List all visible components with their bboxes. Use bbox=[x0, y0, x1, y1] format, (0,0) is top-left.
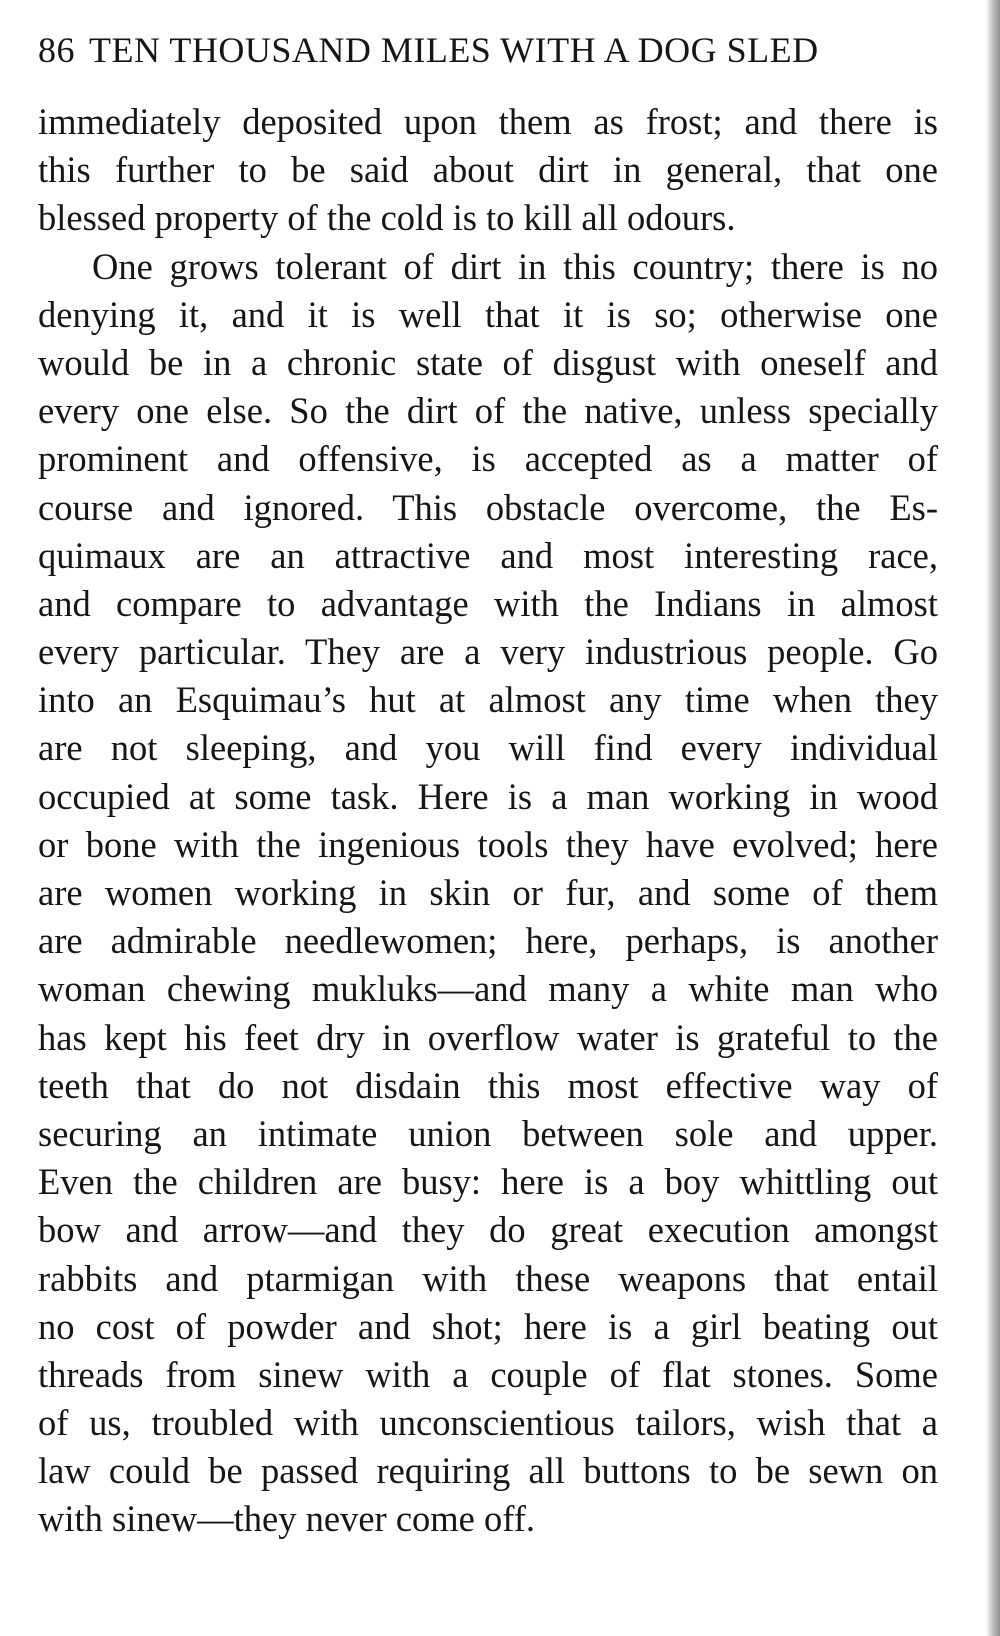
body-text bbox=[38, 98, 938, 1544]
text-line: would be in a chronic state of disgust with oneself and bbox=[38, 341, 938, 383]
text-line: quimaux are an attractive and most interesting race, bbox=[38, 534, 938, 576]
text-line: course and ignored. This obstacle overcome, the Es- bbox=[38, 486, 938, 528]
text-line: Even the children are busy: here is a boy whittling out bbox=[38, 1161, 938, 1203]
text-line: securing an intimate union between sole and upper. bbox=[38, 1112, 938, 1154]
text-line: immediately deposited upon them as frost; and there is bbox=[38, 101, 938, 142]
text-line: and compare to advantage with the Indians in almost bbox=[38, 582, 938, 624]
text-line: law could be passed requiring all buttons to be sewn on bbox=[38, 1450, 938, 1492]
running-header bbox=[38, 28, 938, 72]
text-line: or bone with the ingenious tools they have evolved; here bbox=[38, 823, 938, 865]
paragraph-start-line: One grows tolerant of dirt in this country; there is no bbox=[92, 245, 938, 287]
page-number: 86 bbox=[38, 30, 75, 70]
text-line: every particular. They are a very industrious people. Go bbox=[38, 631, 938, 673]
paragraph-end-line: with sinew—they never come off. bbox=[38, 1498, 536, 1540]
text-line: bow and arrow—and they do great execution amongst bbox=[38, 1209, 938, 1251]
text-line: rabbits and ptarmigan with these weapons that entail bbox=[38, 1257, 938, 1299]
page-edge-shadow bbox=[986, 0, 1000, 1636]
running-title: TEN THOUSAND MILES WITH A DOG SLED bbox=[89, 30, 819, 70]
text-line: prominent and offensive, is accepted as a matter of bbox=[38, 438, 938, 480]
text-line: are not sleeping, and you will find every individual bbox=[38, 727, 938, 769]
text-line: no cost of powder and shot; here is a girl beating out bbox=[38, 1305, 938, 1347]
text-line: woman chewing mukluks—and many a white man who bbox=[38, 968, 938, 1010]
text-line: has kept his feet dry in overflow water is grateful to the bbox=[38, 1016, 938, 1058]
text-line: of us, troubled with unconscientious tailors, wish that a bbox=[38, 1402, 938, 1444]
text-line: teeth that do not disdain this most effective way of bbox=[38, 1064, 938, 1106]
text-line: into an Esquimau’s hut at almost any time when they bbox=[38, 679, 938, 721]
text-line: are admirable needlewomen; here, perhaps, is another bbox=[38, 920, 938, 962]
text-line: this further to be said about dirt in general, that one bbox=[38, 149, 938, 191]
text-line: denying it, and it is well that it is so; otherwise one bbox=[38, 293, 938, 335]
text-line: threads from sinew with a couple of flat stones. Some bbox=[38, 1353, 938, 1395]
paragraph-end-line: blessed property of the cold is to kill all odours. bbox=[38, 197, 736, 239]
text-line: occupied at some task. Here is a man working in wood bbox=[38, 775, 938, 817]
text-line: every one else. So the dirt of the native, unless specially bbox=[38, 390, 938, 432]
text-line: are women working in skin or fur, and some of them bbox=[38, 872, 938, 913]
